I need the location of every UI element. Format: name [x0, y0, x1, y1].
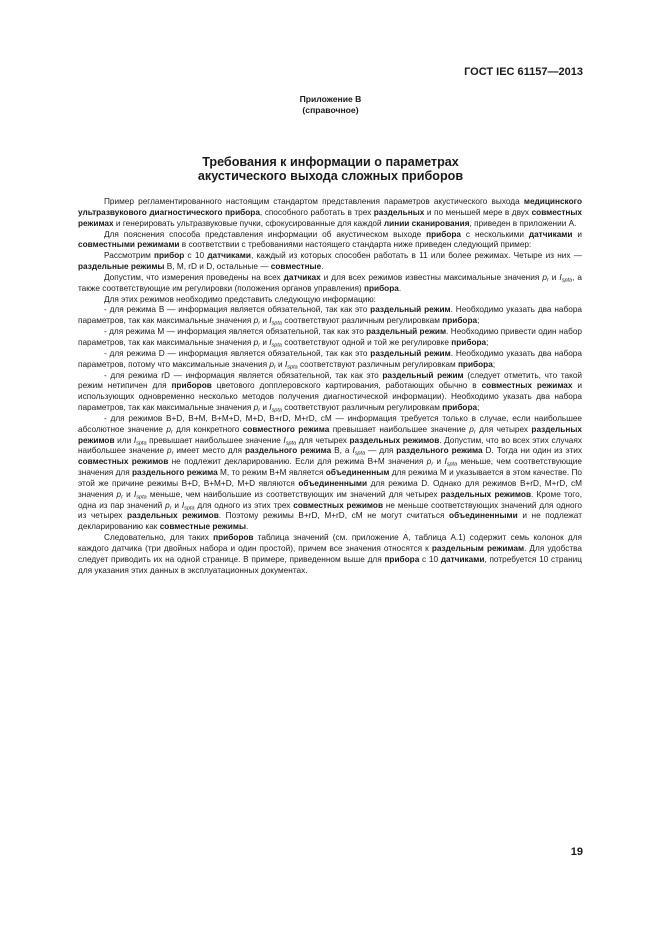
- symbol-pr: $p_r$: [167, 446, 174, 457]
- text-run: и: [260, 316, 270, 326]
- term-bold: раздельного режима: [244, 446, 332, 456]
- term-bold: раздельный режим: [382, 370, 464, 380]
- term-bold: прибора: [442, 316, 478, 326]
- body-text: [78, 197, 582, 577]
- text-run: , способного работать в трех: [259, 207, 374, 217]
- text-run: для режима D. Однако для режимов B+rD, M+rD, cM значения: [78, 478, 582, 499]
- text-run: в соответствии с требованиями настоящего стандарта ниже приведен следующий пример:: [179, 240, 532, 250]
- symbol-pr: $p_r$: [469, 424, 476, 436]
- text-run: , потребуется 10 страниц для указания этих данных в эксплуатационных документах.: [78, 554, 582, 575]
- text-run: и по меньшей мере в двух: [424, 207, 532, 217]
- term-bold: раздельных режимов: [349, 435, 440, 445]
- term-bold: раздельных: [373, 207, 425, 217]
- term-bold: объединенным: [325, 468, 390, 478]
- symbol-pr: $p_r$: [426, 457, 434, 468]
- text-run: для конкретного: [172, 424, 243, 434]
- symbol-isp: $I_{spta}$: [133, 435, 147, 447]
- text-run: и: [122, 489, 134, 499]
- symbol-isp: $I_{spta}$: [181, 500, 195, 512]
- text-run: B, а: [331, 446, 353, 456]
- text-run: превышает наибольшее значение: [146, 435, 284, 445]
- term-bold: линии сканирования: [383, 218, 470, 228]
- text-run: с несколькими: [461, 229, 529, 239]
- symbol-pr: $p_r$: [116, 489, 123, 501]
- text-run: . Необходимо указать два набора параметров, потому что максимальные значения: [78, 348, 582, 369]
- paragraph: [78, 251, 582, 273]
- term-bold: совместными режимами: [78, 240, 180, 250]
- title-line-1: Требования к информации о параметрах: [202, 155, 459, 169]
- term-bold: совместных режимов: [293, 500, 384, 510]
- term-bold: прибора: [384, 554, 420, 564]
- paragraph: [78, 414, 582, 533]
- text-run: .: [321, 262, 324, 272]
- paragraph: [78, 327, 582, 349]
- symbol-pr: $p_r$: [166, 424, 173, 436]
- text-run: Допустим, что измерения проведены на всех: [104, 272, 284, 282]
- symbol-pr: $p_r$: [253, 316, 261, 327]
- text-run: B, M, rD и D, остальные —: [164, 262, 271, 272]
- symbol-pr: $p_r$: [165, 500, 172, 512]
- term-bold: приборов: [171, 381, 212, 391]
- text-run: . Необходимо привести один набор параметров, так как максимальные значения: [78, 327, 582, 347]
- text-run: . Кроме того, одна из пар значений: [78, 489, 582, 510]
- text-run: меньше, чем соответствующие значения для: [78, 457, 582, 478]
- term-bold: датчиками: [440, 554, 485, 564]
- text-run: и: [260, 337, 270, 347]
- term-bold: объединенными: [449, 511, 518, 521]
- term-bold: прибора: [442, 403, 478, 413]
- term-bold: раздельного режима: [132, 468, 218, 478]
- term-bold: прибора: [451, 337, 487, 347]
- text-run: . Поэтому режимы B+rD, M+rD, cM не могут считаться: [218, 511, 450, 521]
- symbol-isp: $I_{spta}$: [444, 457, 458, 468]
- symbol-isp: $I_{spta}$: [559, 272, 573, 284]
- text-run: цветового допплеровского картирования, работающих обычно в: [211, 381, 482, 391]
- text-run: соответствуют различным регулировкам: [297, 359, 458, 369]
- text-run: соответствуют одной и той же регулировке: [281, 337, 452, 347]
- text-run: - для режима D — информация является обязательной, так как это: [104, 348, 371, 358]
- text-run: таблица значений (см. приложение А, таблица А.1) содержит семь колонок для каждого датчика (три двойных набора и один простой), причем все значения относятся к: [78, 533, 582, 553]
- term-bold: прибор: [154, 251, 185, 261]
- text-run: .: [398, 283, 402, 293]
- text-run: не меньше соответствующих значений для одного из четырех: [78, 500, 582, 521]
- term-bold: медицинского ультразвукового диагностического прибора: [78, 197, 582, 217]
- term-bold: раздельный режим: [366, 327, 447, 337]
- annex-type: (справочное): [302, 105, 359, 115]
- section-title: [0, 155, 661, 183]
- text-run: Для пояснения способа представления информации об акустическом выходе: [104, 229, 427, 239]
- text-run: Пример регламентированного настоящим стандартом представления параметров акустического выхода: [104, 197, 524, 206]
- term-bold: объединенными: [298, 478, 368, 488]
- symbol-pr: $p_r$: [269, 359, 276, 371]
- text-run: .: [246, 522, 249, 532]
- document-header: ГОСТ IEC 61157—2013: [464, 66, 583, 78]
- text-run: и: [275, 359, 285, 369]
- text-run: . Необходимо указать два набора параметров, так как максимальные значения: [78, 305, 582, 326]
- paragraph: [78, 230, 582, 252]
- paragraph: [78, 273, 582, 295]
- text-run: ;: [486, 337, 489, 347]
- text-run: , а также соответствующие им регулировки (положения органов управления): [78, 272, 582, 293]
- text-run: , каждый из которых способен работать в 11 или более режимах. Четыре из них —: [250, 251, 582, 261]
- term-bold: раздельного режима: [396, 446, 483, 456]
- term-bold: совместных режимов: [78, 457, 169, 467]
- term-bold: датчиками: [207, 251, 251, 261]
- annex-label: Приложение В: [299, 94, 362, 104]
- term-bold: приборов: [213, 533, 254, 543]
- paragraph: [78, 349, 582, 371]
- text-run: с 10: [184, 251, 208, 261]
- term-bold: раздельным режимам: [431, 544, 525, 553]
- term-bold: датчиках: [283, 272, 321, 282]
- term-bold: совместных режимах: [481, 381, 573, 391]
- text-run: - для режима M — информация является обязательной, так как это: [104, 327, 367, 337]
- text-run: соответствуют различным регулировкам: [281, 403, 443, 413]
- symbol-isp: $I_{spta}$: [283, 435, 297, 447]
- text-run: Рассмотрим: [104, 251, 155, 261]
- term-bold: раздельных режимов: [127, 511, 219, 521]
- text-run: . Допустим, что во всех этих случаях наибольшее значение: [78, 435, 582, 456]
- symbol-pr: $p_r$: [542, 272, 549, 284]
- text-run: D. Тогда ни один из этих: [482, 446, 582, 456]
- text-run: ;: [477, 403, 480, 413]
- symbol-isp: $I_{spta}$: [352, 446, 366, 457]
- text-run: - для режимов B+D, B+M, B+M+D, M+D, B+rD, M+rD, cM — информация требуется только в случае, если наибольшее абсолютное значение: [78, 413, 582, 434]
- text-run: (следует отметить, что такой режим нетипичен для: [78, 370, 583, 391]
- term-bold: совместные режимы: [159, 522, 246, 532]
- annex-heading: [0, 94, 661, 116]
- term-bold: совместного режима: [242, 424, 330, 434]
- text-run: с 10: [419, 554, 441, 564]
- title-line-2: акустического выхода сложных приборов: [197, 169, 464, 183]
- term-bold: прибора: [457, 359, 493, 369]
- paragraph: [78, 533, 582, 576]
- term-bold: прибора: [363, 283, 399, 293]
- text-run: , приведен в приложении А.: [469, 218, 577, 228]
- text-run: — для: [365, 446, 397, 456]
- paragraph: [78, 295, 582, 306]
- symbol-isp: $I_{spta}$: [284, 359, 298, 371]
- text-run: и использующих одновременно несколько методов получения диагностической информации). Необходимо указать два набора параметров, так как максимальные значения: [78, 381, 583, 413]
- symbol-isp: $I_{spta}$: [269, 316, 282, 327]
- term-bold: датчиками: [528, 229, 573, 239]
- term-bold: раздельный режим: [370, 305, 451, 315]
- text-run: не подлежит декларированию. Если для режима B+M значения: [168, 457, 427, 467]
- term-bold: прибора: [426, 229, 462, 239]
- term-bold: раздельные режимы: [78, 262, 165, 272]
- paragraph: [78, 197, 582, 230]
- text-run: . Для удобства следует приводить их на одной странице. В примере, приведенном выше для: [78, 544, 582, 564]
- text-run: и: [548, 272, 560, 282]
- text-run: M, то режим B+M является: [217, 468, 326, 478]
- term-bold: раздельных режимов: [78, 424, 582, 445]
- symbol-isp: $I_{spta}$: [269, 403, 282, 414]
- text-run: для одного из этих трех: [194, 500, 294, 510]
- paragraph: [78, 371, 582, 414]
- text-run: и не подлежат декларированию как: [78, 511, 582, 532]
- text-run: - для режима B — информация является обязательной, так как это: [104, 305, 371, 315]
- text-run: и: [171, 500, 182, 510]
- page-number: 19: [570, 846, 583, 858]
- text-run: для четырех: [475, 424, 532, 434]
- text-run: - для режима rD — информация является обязательной, так как это: [104, 370, 383, 380]
- text-run: превышает наибольшее значение: [329, 424, 470, 434]
- symbol-isp: $I_{spta}$: [133, 489, 147, 501]
- text-run: для режима M и указывается в этом качестве. По этой же причине режимы B+D, B+M+D, M+D являются: [78, 468, 582, 488]
- text-run: имеет место для: [173, 446, 245, 456]
- text-run: и генерировать ультразвуковые пучки, сфокусированные для каждой: [113, 218, 384, 228]
- text-run: Следовательно, для таких: [104, 533, 214, 543]
- text-run: и для всех режимов известны максимальные значения: [320, 272, 543, 282]
- text-run: ;: [492, 359, 496, 369]
- paragraph: [78, 305, 582, 327]
- term-bold: совместных режимах: [78, 207, 582, 228]
- text-run: соответствуют различным регулировкам: [281, 316, 443, 326]
- symbol-isp: $I_{spta}$: [269, 337, 282, 349]
- text-run: и: [572, 229, 582, 239]
- text-run: или: [114, 435, 134, 445]
- text-run: ;: [477, 316, 480, 326]
- symbol-pr: $p_r$: [253, 403, 261, 414]
- text-run: меньше, чем наибольшие из соответствующих им значений для четырех: [146, 489, 441, 499]
- symbol-pr: $p_r$: [253, 337, 261, 349]
- text-run: для четырех: [296, 435, 350, 445]
- text-run: и: [433, 457, 445, 467]
- term-bold: совместные: [270, 262, 322, 272]
- term-bold: раздельный режим: [370, 348, 451, 358]
- text-run: и: [260, 403, 270, 413]
- text-run: Для этих режимов необходимо представить следующую информацию:: [104, 294, 376, 304]
- term-bold: раздельных режимов: [440, 489, 532, 499]
